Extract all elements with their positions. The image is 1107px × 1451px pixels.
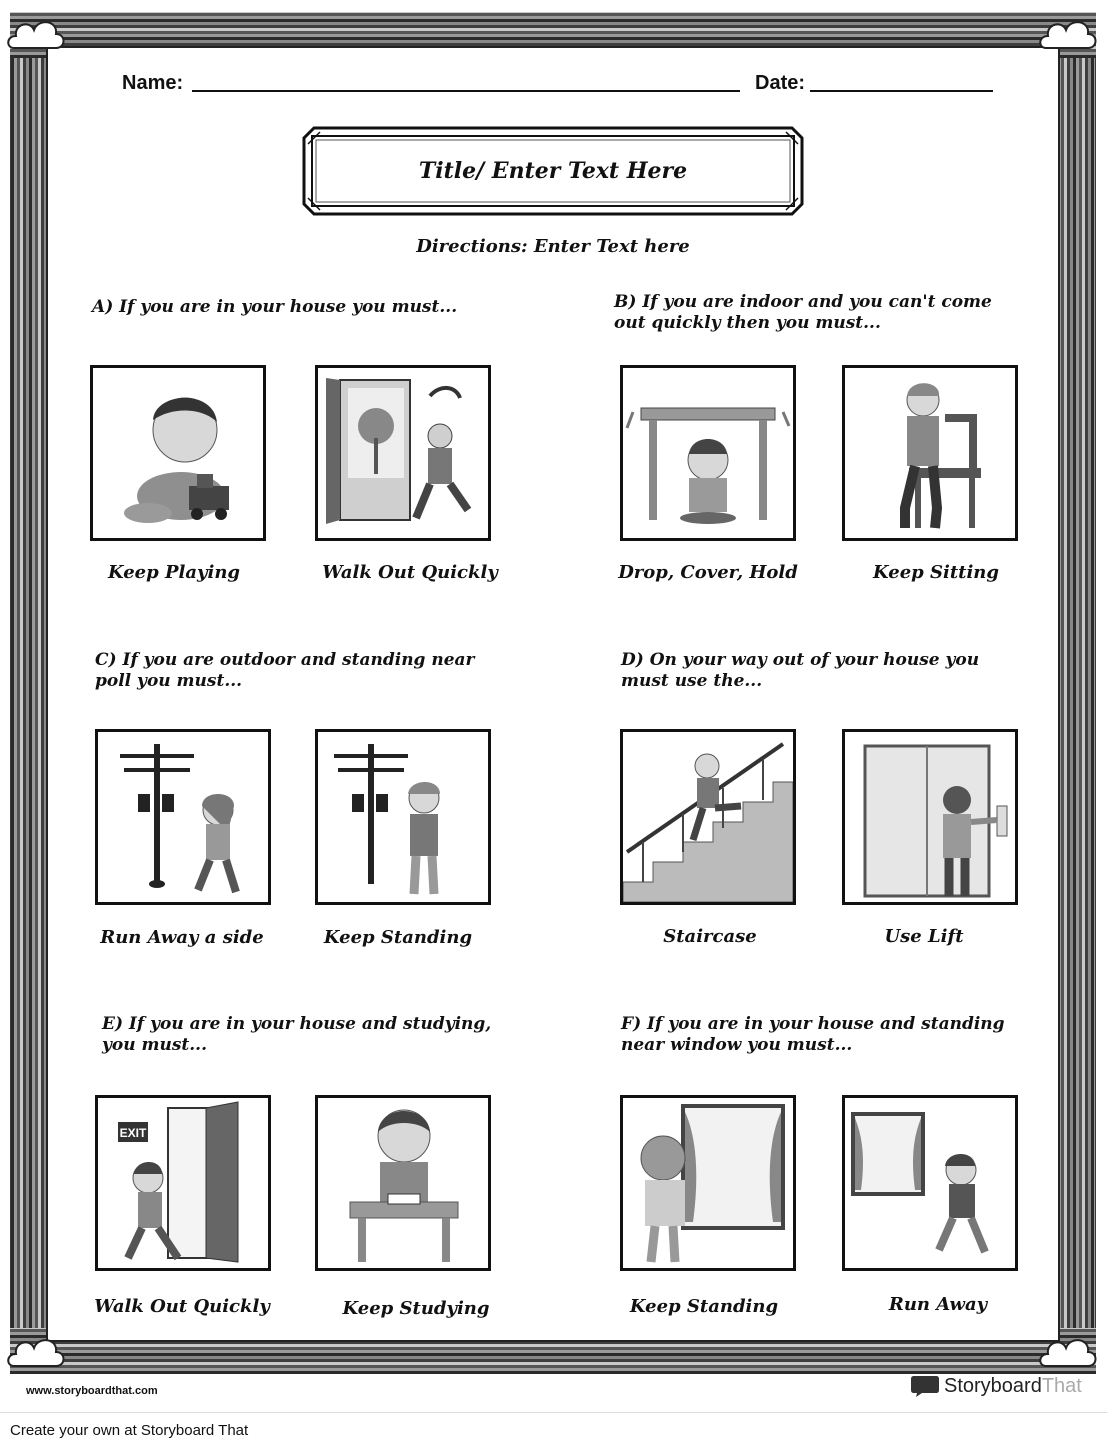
page-title: Title/ Enter Text Here [418,158,688,184]
option-b2-card[interactable] [842,365,1018,541]
girl-at-window-icon [623,1098,793,1268]
option-d1-card[interactable] [620,729,796,905]
option-d2-card[interactable] [842,729,1018,905]
girl-running-from-pole-icon [98,732,268,902]
option-a2-card[interactable] [315,365,491,541]
option-f1-caption: Keep Standing [629,1296,779,1317]
cloud-corner-bottom-right-icon [1036,1328,1100,1376]
storyboard-that-logo[interactable] [910,1374,1082,1398]
option-b1-card[interactable] [620,365,796,541]
brand-main-text: Storyboard [944,1374,1042,1397]
boy-running-from-window-icon [845,1098,1015,1268]
option-e2-caption: Keep Studying [342,1298,490,1319]
option-b2-caption: Keep Sitting [873,562,999,583]
option-f2-caption: Run Away [888,1294,988,1315]
option-c1-card[interactable] [95,729,271,905]
option-a2-caption: Walk Out Quickly [322,562,498,583]
boy-running-out-door-icon [318,368,488,538]
option-a1-caption: Keep Playing [107,562,240,583]
name-field[interactable] [192,90,740,92]
option-f2-card[interactable] [842,1095,1018,1271]
speech-bubble-logo-icon [910,1374,940,1398]
boy-playing-toy-train-icon [93,368,263,538]
option-f1-card[interactable] [620,1095,796,1271]
cloud-corner-top-right-icon [1036,10,1100,58]
date-label: Date: [755,72,806,94]
boy-running-to-exit-icon [98,1098,268,1268]
boy-standing-by-pole-icon [318,732,488,902]
create-your-own-link[interactable]: Create your own at Storyboard That [10,1422,249,1439]
option-e1-card[interactable] [95,1095,271,1271]
option-e1-caption: Walk Out Quickly [94,1296,270,1317]
option-e2-card[interactable] [315,1095,491,1271]
question-c-prompt: C) If you are outdoor and standing near poll you must... [95,650,475,691]
boy-studying-at-desk-icon [318,1098,488,1268]
footer-url[interactable]: www.storyboardthat.com [26,1385,158,1397]
cloud-corner-top-left-icon [4,10,68,58]
child-under-table-icon [623,368,793,538]
cloud-corner-bottom-left-icon [4,1328,68,1376]
date-field[interactable] [810,90,993,92]
directions-text: Directions: Enter Text here [416,236,690,257]
option-c2-caption: Keep Standing [323,927,473,948]
question-f-prompt: F) If you are in your house and standing near window you must... [621,1014,1005,1055]
option-a1-card[interactable] [90,365,266,541]
question-d-prompt: D) On your way out of your house you must use the... [621,650,980,691]
question-a-prompt: A) If you are in your house you must... [92,297,458,317]
svg-text:EXIT: EXIT [119,1126,147,1140]
question-e-prompt: E) If you are in your house and studying, you must... [102,1014,492,1055]
option-c2-card[interactable] [315,729,491,905]
name-label: Name: [122,72,184,94]
option-c1-caption: Run Away a side [100,927,264,948]
option-d2-caption: Use Lift [884,926,964,947]
brand-suffix-text: That [1041,1374,1082,1397]
boy-at-elevator-icon [845,732,1015,902]
boy-sitting-on-chair-icon [845,368,1015,538]
option-d1-caption: Staircase [663,926,757,947]
option-b1-caption: Drop, Cover, Hold [618,562,798,583]
title-box[interactable] [300,124,806,218]
boy-on-staircase-icon [623,732,793,902]
question-b-prompt: B) If you are indoor and you can't come out quickly then you must... [614,292,992,333]
